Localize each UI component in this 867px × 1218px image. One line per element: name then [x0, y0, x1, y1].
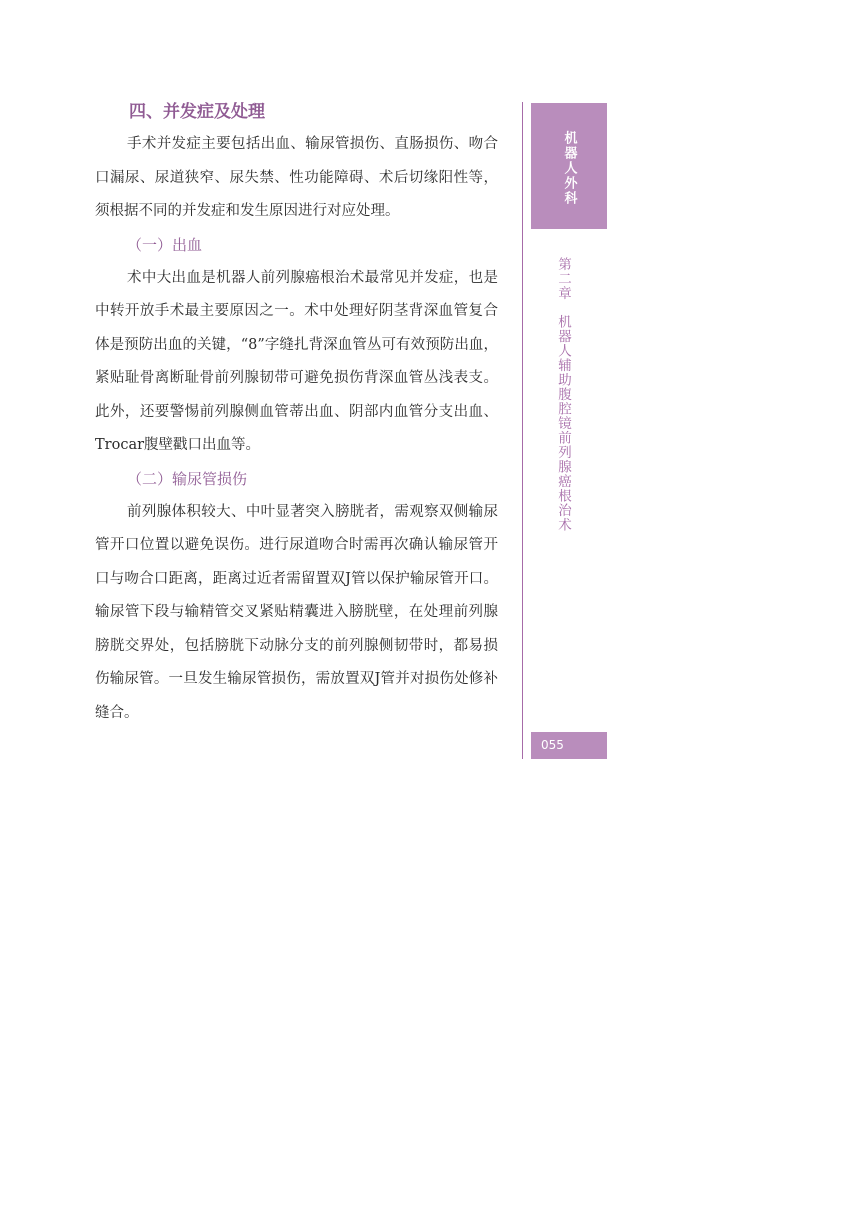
chapter-label: 第二章 — [555, 257, 571, 301]
subsection-heading-ureter-injury: （二）输尿管损伤 — [127, 469, 248, 488]
book-title: 机器人外科 — [561, 131, 577, 206]
ureter-injury-paragraph: 前列腺体积较大、中叶显著突入膀胱者，需观察双侧输尿管开口位置以避免误伤。进行尿道吻合时需再次确认输尿管开口与吻合口距离，距离过近者需留置双J管以保护输尿管开口。输尿管下段与输精管交叉紧贴精囊进入膀胱壁，在处理前列腺膀胱交界处，包括膀胱下动脉分支的前列腺侧韧带时，都易损伤输尿管。一旦发生输尿管损伤，需放置双J管并对损伤处修补缝合。 — [95, 503, 498, 721]
section-heading: 四、并发症及处理 — [129, 102, 265, 122]
main-text-column — [95, 98, 498, 730]
bleeding-paragraph: 术中大出血是机器人前列腺癌根治术最常见并发症，也是中转开放手术最主要原因之一。术中处理好阴茎背深血管复合体是预防出血的关键，“8”字缝扎背深血管丛可有效预防出血，紧贴耻骨离断耻骨前列腺韧带可避免损伤背深血管丛浅表支。此外，还要警惕前列腺侧血管蒂出血、阴部内血管分支出血、Trocar腹壁戳口出血等。 — [95, 269, 498, 453]
chapter-title: 机器人辅助腹腔镜前列腺癌根治术 — [555, 314, 571, 532]
sidebar-divider — [522, 102, 523, 759]
sidebar-chapter-title — [553, 257, 573, 532]
intro-paragraph: 手术并发症主要包括出血、输尿管损伤、直肠损伤、吻合口漏尿、尿道狭窄、尿失禁、性功能障碍、术后切缘阳性等，须根据不同的并发症和发生原因进行对应处理。 — [95, 136, 498, 219]
page-number: 055 — [531, 732, 607, 759]
subsection-heading-bleeding: （一）出血 — [127, 235, 203, 254]
sidebar-book-title-block — [531, 103, 607, 229]
